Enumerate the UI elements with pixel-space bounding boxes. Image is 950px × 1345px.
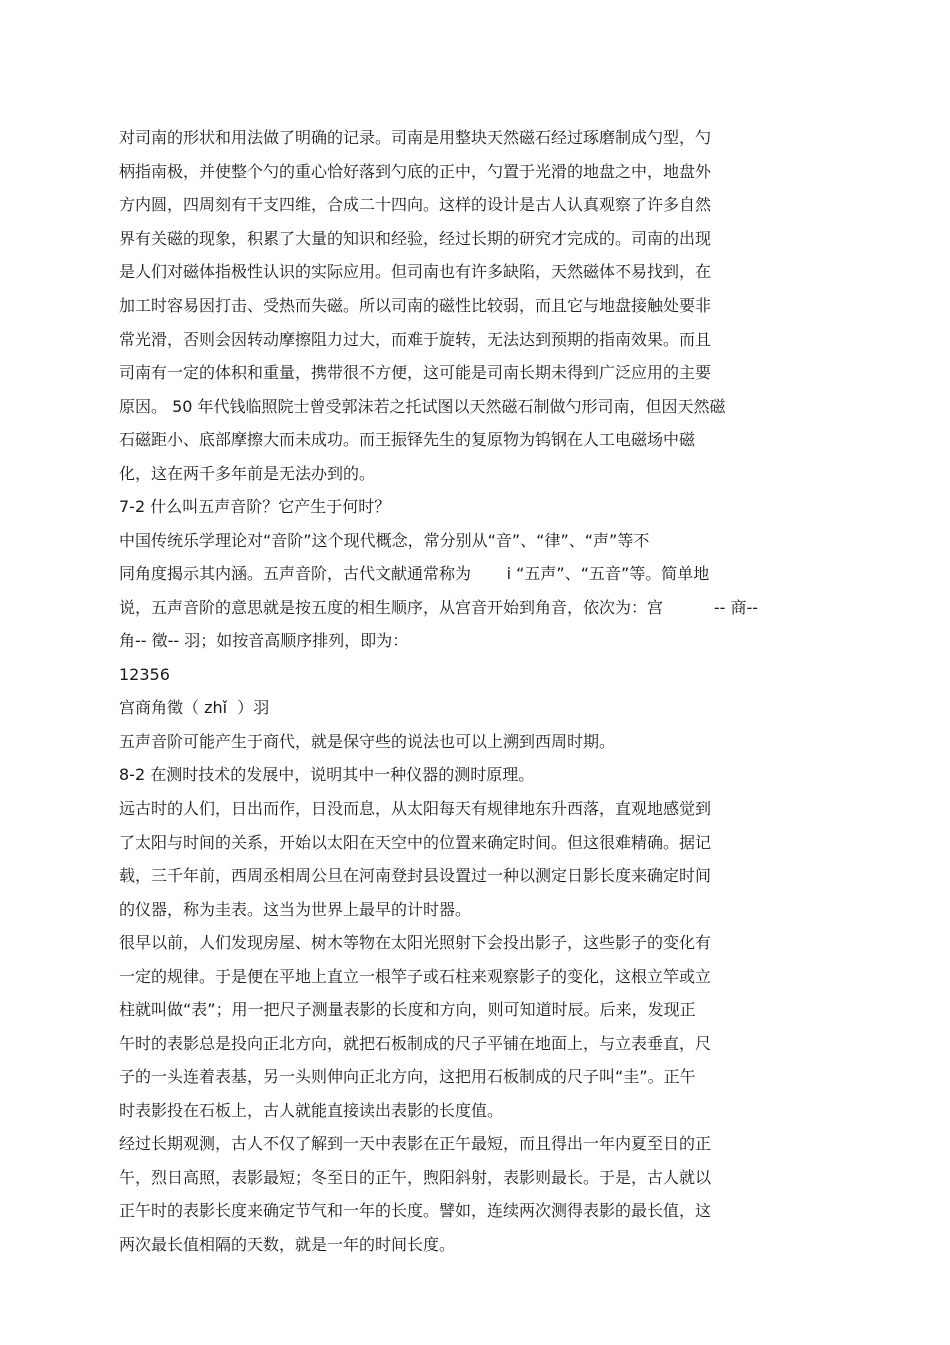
text-line: 柱就叫做“表”；用一把尺子测量表影的长度和方向，则可知道时辰。后来，发现正 <box>119 1000 696 1019</box>
text-line: 五声音阶可能产生于商代，就是保守些的说法也可以上溯到西周时期。 <box>119 732 616 751</box>
text-line: 正午时的表影长度来确定节气和一年的长度。譬如，连续两次测得表影的最长值，这 <box>119 1201 712 1220</box>
text-line: 方内圆，四周刻有干支四维，合成二十四向。这样的设计是古人认真观察了许多自然 <box>119 195 712 214</box>
section-heading: 7-2 什么叫五声音阶？它产生于何时？ <box>119 497 391 516</box>
text-line: 子的一头连着表基，另一头则伸向正北方向，这把用石板制成的尺子叫“圭”。正午 <box>119 1067 696 1086</box>
text-line: 中国传统乐学理论对“音阶”这个现代概念，常分别从“音”、“律”、“声”等不 <box>119 531 650 550</box>
text-line: 很早以前，人们发现房屋、树木等物在太阳光照射下会投出影子，这些影子的变化有 <box>119 933 712 952</box>
section-heading: 8-2 在测时技术的发展中，说明其中一种仪器的测时原理。 <box>119 765 535 784</box>
text-line: 同角度揭示其内涵。五声音阶，古代文献通常称为 i “五声”、“五音”等。简单地 <box>119 564 710 583</box>
text-line: 化，这在两千多年前是无法办到的。 <box>119 464 376 483</box>
text-line: 对司南的形状和用法做了明确的记录。司南是用整块天然磁石经过琢磨制成勺型，勺 <box>119 128 712 147</box>
text-line: 午，烈日高照，表影最短；冬至日的正午，煦阳斜射，表影则最长。于是，古人就以 <box>119 1168 712 1187</box>
text-line: 时表影投在石板上，古人就能直接读出表影的长度值。 <box>119 1101 504 1120</box>
text-line: 原因。 50 年代钱临照院士曾受郭沫若之托试图以天然磁石制做勺形司南，但因天然磁 <box>119 397 726 416</box>
text-line: 加工时容易因打击、受热而失磁。所以司南的磁性比较弱，而且它与地盘接触处要非 <box>119 296 712 315</box>
text-line: 常光滑，否则会因转动摩擦阻力过大，而难于旋转，无法达到预期的指南效果。而且 <box>119 330 712 349</box>
text-line: 载，三千年前，西周丞相周公旦在河南登封县设置过一种以测定日影长度来确定时间 <box>119 866 712 885</box>
text-line: 是人们对磁体指极性认识的实际应用。但司南也有许多缺陷，天然磁体不易找到，在 <box>119 262 712 281</box>
text-line: 午时的表影总是投向正北方向，就把石板制成的尺子平铺在地面上，与立表垂直，尺 <box>119 1034 712 1053</box>
text-line: 两次最长值相隔的天数，就是一年的时间长度。 <box>119 1235 456 1254</box>
text-line: 远古时的人们，日出而作，日没而息，从太阳每天有规律地东升西落，直观地感觉到 <box>119 799 712 818</box>
text-line: 界有关磁的现象，积累了大量的知识和经验，经过长期的研究才完成的。司南的出现 <box>119 229 712 248</box>
text-line: 了太阳与时间的关系，开始以太阳在天空中的位置来确定时间。但这很难精确。据记 <box>119 833 712 852</box>
text-line: 一定的规律。于是便在平地上直立一根竿子或石柱来观察影子的变化，这根立竿或立 <box>119 967 712 986</box>
text-line: 柄指南极，并使整个勺的重心恰好落到勺底的正中，勺置于光滑的地盘之中，地盘外 <box>119 162 712 181</box>
text-line: 司南有一定的体积和重量，携带很不方便，这可能是司南长期未得到广泛应用的主要 <box>119 363 712 382</box>
text-line: 宫商角徵（ zhǐ ）羽 <box>119 698 270 717</box>
text-line: 角-- 徵-- 羽；如按音高顺序排列，即为： <box>119 631 409 650</box>
text-line: 经过长期观测，古人不仅了解到一天中表影在正午最短，而且得出一年内夏至日的正 <box>119 1134 712 1153</box>
text-line: 的仪器，称为圭表。这当为世界上最早的计时器。 <box>119 900 472 919</box>
text-line: 石磁距小、底部摩擦大而未成功。而王振铎先生的复原物为钨钢在人工电磁场中磁 <box>119 430 696 449</box>
text-line: 12356 <box>119 665 170 684</box>
text-line: 说，五声音阶的意思就是按五度的相生顺序，从宫音开始到角音，依次为：宫 -- 商-- <box>119 598 759 617</box>
